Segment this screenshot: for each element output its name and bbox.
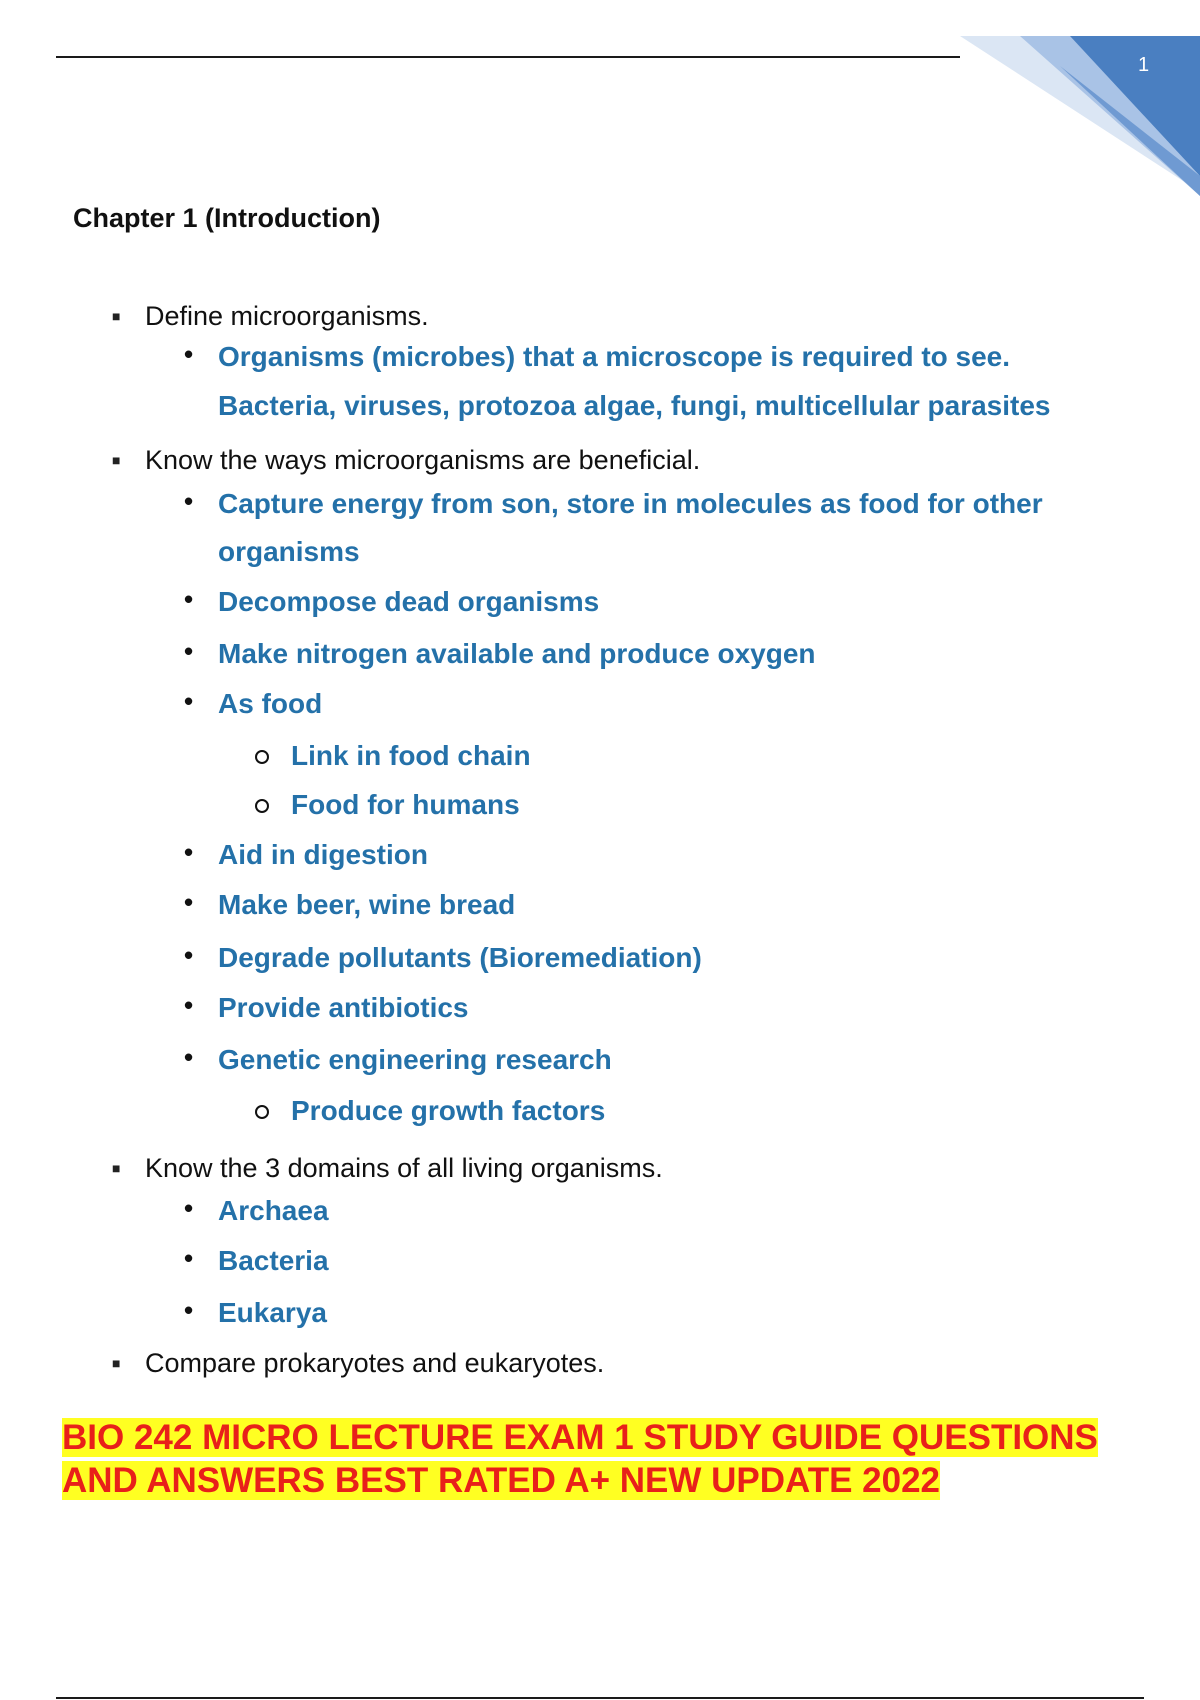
header-rule bbox=[56, 56, 960, 58]
question-text: Compare prokaryotes and eukaryotes. bbox=[145, 1348, 605, 1378]
answer-item bbox=[184, 339, 1011, 373]
bullet-icon: • bbox=[184, 990, 194, 1020]
answer-text: Aid in digestion bbox=[218, 839, 428, 870]
bullet-icon: • bbox=[184, 686, 194, 716]
bullet-dot-icon: ■ bbox=[112, 1160, 121, 1176]
question-text: Know the ways microorganisms are beneficial. bbox=[145, 445, 701, 475]
answer-text: Genetic engineering research bbox=[218, 1044, 612, 1075]
bullet-icon: • bbox=[184, 486, 194, 516]
answer-text: Bacteria, viruses, protozoa algae, fungi, multicellular parasites bbox=[218, 390, 1051, 421]
bullet-icon: • bbox=[184, 584, 194, 614]
answer-text: Degrade pollutants (Bioremediation) bbox=[218, 942, 702, 973]
question-text: Know the 3 domains of all living organisms. bbox=[145, 1153, 663, 1183]
bullet-icon: • bbox=[184, 636, 194, 666]
sub-answer-text: Produce growth factors bbox=[291, 1095, 606, 1126]
answer-continuation bbox=[218, 390, 1051, 422]
bullet-icon: • bbox=[184, 1193, 194, 1223]
answer-text: Provide antibiotics bbox=[218, 992, 469, 1023]
question-item bbox=[112, 445, 701, 476]
bullet-icon: • bbox=[184, 837, 194, 867]
answer-item bbox=[184, 887, 516, 921]
bullet-icon: • bbox=[184, 940, 194, 970]
question-item bbox=[112, 1348, 605, 1379]
corner-decoration bbox=[960, 36, 1200, 196]
footer-rule bbox=[56, 1697, 1144, 1699]
answer-text: Organisms (microbes) that a microscope is required to see. bbox=[218, 341, 1011, 372]
answer-item bbox=[184, 686, 323, 720]
sub-answer-item bbox=[291, 789, 520, 821]
question-item bbox=[112, 301, 429, 332]
answer-item bbox=[184, 1042, 612, 1076]
answer-text: organisms bbox=[218, 536, 360, 567]
banner-line-1: BIO 242 MICRO LECTURE EXAM 1 STUDY GUIDE QUESTIONS bbox=[62, 1418, 1098, 1457]
answer-item bbox=[184, 486, 1043, 520]
answer-text: Bacteria bbox=[218, 1245, 329, 1276]
answer-item bbox=[184, 1193, 329, 1227]
answer-item bbox=[184, 584, 600, 618]
sub-answer-item bbox=[291, 1095, 605, 1127]
sub-answer-text: Link in food chain bbox=[291, 740, 531, 771]
answer-text: Decompose dead organisms bbox=[218, 586, 600, 617]
circle-bullet-icon bbox=[255, 1105, 269, 1119]
answer-item bbox=[184, 1243, 329, 1277]
bullet-dot-icon: ■ bbox=[112, 1355, 121, 1371]
answer-text: Capture energy from son, store in molecules as food for other bbox=[218, 488, 1043, 519]
sub-answer-text: Food for humans bbox=[291, 789, 520, 820]
answer-item bbox=[184, 1295, 327, 1329]
answer-item bbox=[184, 990, 469, 1024]
answer-text: Eukarya bbox=[218, 1297, 327, 1328]
bullet-icon: • bbox=[184, 339, 194, 369]
question-item bbox=[112, 1153, 663, 1184]
circle-bullet-icon bbox=[255, 799, 269, 813]
banner-line-2: AND ANSWERS BEST RATED A+ NEW UPDATE 2022 bbox=[62, 1461, 941, 1500]
answer-text: Make beer, wine bread bbox=[218, 889, 516, 920]
circle-bullet-icon bbox=[255, 750, 269, 764]
sub-answer-item bbox=[291, 740, 531, 772]
question-text: Define microorganisms. bbox=[145, 301, 429, 331]
answer-item bbox=[184, 940, 702, 974]
bullet-dot-icon: ■ bbox=[112, 308, 121, 324]
bullet-icon: • bbox=[184, 1295, 194, 1325]
bullet-icon: • bbox=[184, 1243, 194, 1273]
promo-banner bbox=[62, 1416, 1098, 1502]
bullet-dot-icon: ■ bbox=[112, 452, 121, 468]
answer-item bbox=[184, 837, 428, 871]
answer-item bbox=[184, 636, 816, 670]
bullet-icon: • bbox=[184, 1042, 194, 1072]
bullet-icon: • bbox=[184, 887, 194, 917]
answer-text: Archaea bbox=[218, 1195, 329, 1226]
page-number: 1 bbox=[1138, 54, 1150, 76]
chapter-title: Chapter 1 (Introduction) bbox=[73, 203, 381, 233]
answer-text: Make nitrogen available and produce oxygen bbox=[218, 638, 816, 669]
answer-text: As food bbox=[218, 688, 323, 719]
answer-continuation bbox=[218, 536, 360, 568]
